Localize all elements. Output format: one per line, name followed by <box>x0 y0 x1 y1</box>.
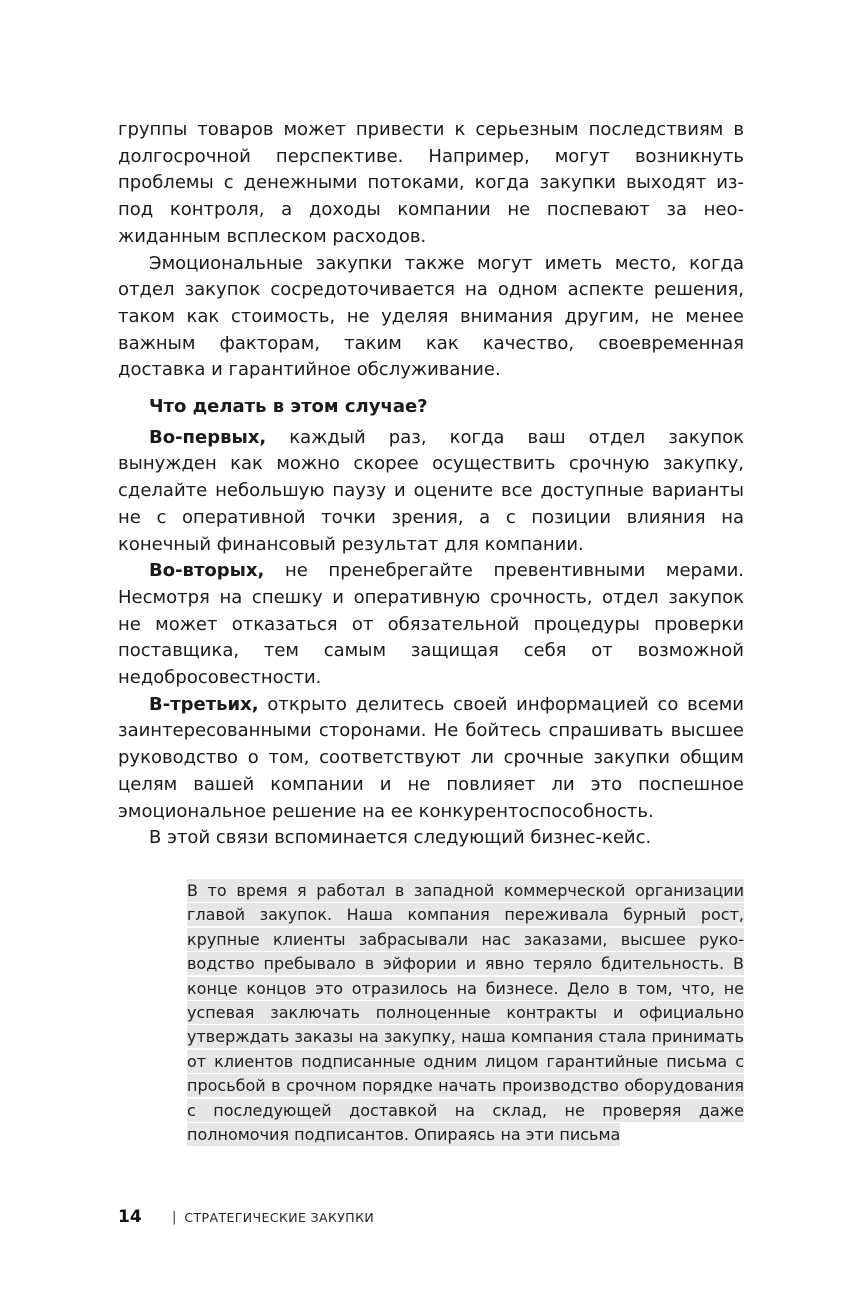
third-text: открыто делитесь своей информацией со всеми заинтересованными сторонами. Не бойтесь спрашивать высшее руководство о том, соответствуют ли срочные закупки общим целям вашей компании и не повлияет ли это поспешное эмоциональное решение на ее конкурентоспособность. <box>118 693 744 822</box>
paragraph-second <box>118 558 744 692</box>
case-study-box <box>187 879 744 1147</box>
second-text: не пренебрегайте превентивными мерами. Несмотря на спешку и оперативную срочность, отдел закупок не может отказаться от обязательной процедуры проверки поставщика, тем самым защищая себя от возможной недобросовестности. <box>118 560 744 689</box>
page-number: 14 <box>118 1207 142 1227</box>
case-intro: В этой связи вспоминается следующий бизнес-кейс. <box>149 827 652 849</box>
paragraph-1: группы товаров может привести к серьезным последствиям в долгосрочной перспективе. Например, могут возникнуть проблемы с денежными потоками, когда закупки выходят из-под контроля, а доходы компании не поспевают за неожиданным всплеском расходов. <box>118 119 744 247</box>
footer-divider: | <box>172 1209 177 1225</box>
main-text <box>118 117 744 852</box>
case-study-paragraph <box>187 879 744 1147</box>
page-footer <box>118 1206 374 1228</box>
paragraph-third <box>118 692 744 826</box>
first-label: Во-первых, <box>149 426 267 448</box>
running-title: СТРАТЕГИЧЕСКИЕ ЗАКУПКИ <box>184 1209 375 1225</box>
second-label: Во-вторых, <box>149 560 265 582</box>
paragraph-2: Эмоциональные закупки также могут иметь место, когда отдел закупок сосредоточивается на одном аспекте решения, таком как стоимость, не уделяя внимания другим, не менее важным факторам, таким как качество, своевременная доставка и гарантийное обслуживание. <box>118 252 744 381</box>
first-text: каждый раз, когда ваш отдел закупок вынужден как можно скорее осуществить срочную закупку, сделайте небольшую паузу и оцените все доступные варианты не с оперативной точки зрения, а с позиции влияния на конечный финансовый результат для компании. <box>118 426 744 555</box>
section-heading: Что делать в этом случае? <box>149 396 428 418</box>
paragraph-first <box>118 425 744 559</box>
case-study-text: В то время я работал в западной коммерческой организации главой закупок. Наша компания переживала бурный рост, крупные клиенты забрасывали нас заказами, высшее руководство пребывало в эйфории и явно теряло бдительность. В конце концов это отразилось на бизнесе. Дело в том, что, не успевая заключать полноценные контракты и официально утверждать заказы на закупку, наша компания стала принимать от клиентов подписанные одним лицом гарантийные письма с просьбой в срочном порядке начать производство оборудования с последующей доставкой на склад, не проверяя даже полномочия подписантов. Опираясь на эти письма <box>187 881 744 1145</box>
third-label: В-третьих, <box>149 693 259 715</box>
